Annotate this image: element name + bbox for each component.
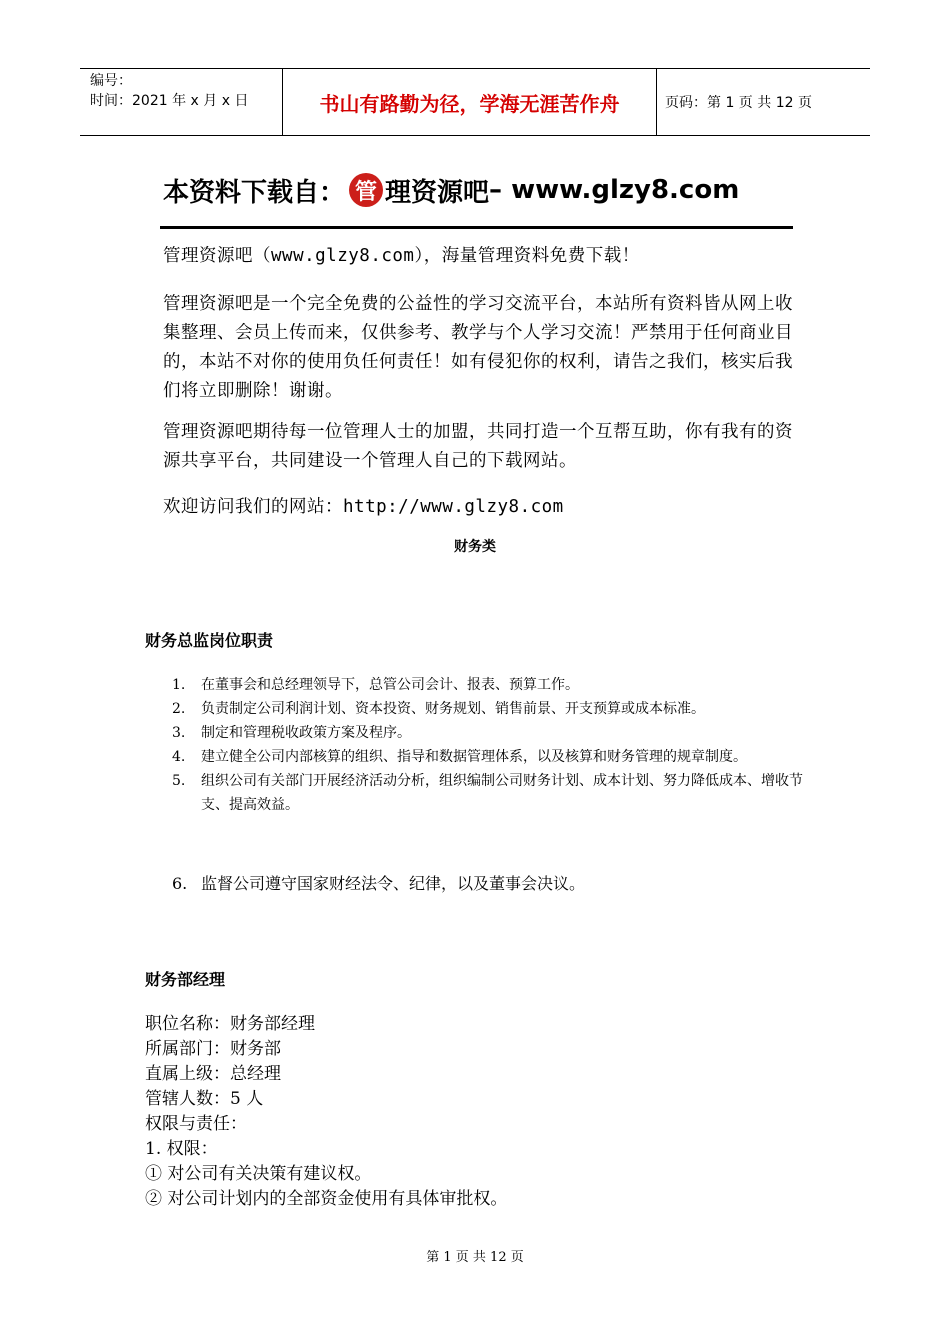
finance-manager-info (145, 1012, 507, 1212)
banner-url[interactable]: – www.glzy8.com (489, 175, 740, 205)
list-item-number: 1. (172, 677, 186, 693)
list-item-number: 2. (172, 701, 186, 717)
cfo-duties-list (172, 673, 812, 817)
number-label: 编号： (90, 73, 132, 89)
banner-site-name: 理资源吧 (385, 177, 490, 208)
list-item-number: 4. (172, 749, 186, 765)
info-line: ② 对公司计划内的全部资金使用有具体审批权。 (145, 1189, 508, 1209)
time-label: 时间：2021 年 x 月 x 日 (90, 93, 249, 109)
list-item-6 (172, 871, 585, 894)
info-line: 所属部门：财务部 (145, 1039, 281, 1059)
section-title-finance-manager: 财务部经理 (145, 970, 226, 989)
list-item (172, 745, 812, 769)
list-item (172, 721, 812, 745)
header-page-info: 页码：第 1 页 共 12 页 (665, 95, 812, 111)
info-line: 1. 权限： (145, 1139, 218, 1159)
list-item-text: 建立健全公司内部核算的组织、指导和数据管理体系，以及核算和财务管理的规章制度。 (201, 749, 747, 765)
info-line: 权限与责任： (145, 1114, 247, 1134)
info-line: 职位名称：财务部经理 (145, 1014, 315, 1034)
page-footer: 第 1 页 共 12 页 (426, 1250, 524, 1265)
header-meta (80, 69, 282, 135)
list-item (172, 697, 812, 721)
document-header (80, 68, 870, 136)
list-item-number: 3. (172, 725, 186, 741)
notice-paragraph-3: 管理资源吧期待每一位管理人士的加盟，共同打造一个互帮互助，你有我有的资源共享平台，共同建设一个管理人自己的下载网站。 (163, 422, 793, 471)
info-line: 直属上级：总经理 (145, 1064, 281, 1084)
notice-website-line[interactable]: 欢迎访问我们的网站：http://www.glzy8.com (163, 497, 564, 517)
header-motto: 书山有路勤为径，学海无涯苦作舟 (282, 69, 657, 135)
info-line: ① 对公司有关决策有建议权。 (145, 1164, 372, 1184)
banner-prefix: 本资料下载自： (163, 177, 346, 208)
list-item-text: 监督公司遵守国家财经法令、纪律，以及董事会决议。 (201, 874, 586, 893)
section-title-cfo: 财务总监岗位职责 (145, 631, 274, 650)
notice-line-1: 管理资源吧（www.glzy8.com），海量管理资料免费下载！ (163, 246, 640, 266)
info-line: 管辖人数：5 人 (145, 1089, 264, 1109)
category-title: 财务类 (454, 539, 496, 555)
list-item-number: 5. (172, 773, 186, 789)
list-item-text: 在董事会和总经理领导下，总管公司会计、报表、预算工作。 (201, 677, 579, 693)
list-item (172, 769, 812, 817)
list-item (172, 673, 812, 697)
download-banner (163, 168, 793, 212)
list-item-text: 负责制定公司利润计划、资本投资、财务规划、销售前景、开支预算或成本标准。 (201, 701, 705, 717)
list-item-text: 组织公司有关部门开展经济活动分析，组织编制公司财务计划、成本计划、努力降低成本、增收节支、提高效益。 (201, 773, 803, 813)
list-item-text: 制定和管理税收政策方案及程序。 (201, 725, 411, 741)
banner-divider (160, 226, 793, 229)
list-item-number: 6. (172, 874, 188, 893)
site-logo-icon: 管 (349, 173, 383, 207)
notice-paragraph-2: 管理资源吧是一个完全免费的公益性的学习交流平台，本站所有资料皆从网上收集整理、会员上传而来，仅供参考、教学与个人学习交流！严禁用于任何商业目的，本站不对你的使用负任何责任！如有侵犯你的权利，请告之我们，核实后我们将立即删除！谢谢。 (163, 294, 793, 401)
